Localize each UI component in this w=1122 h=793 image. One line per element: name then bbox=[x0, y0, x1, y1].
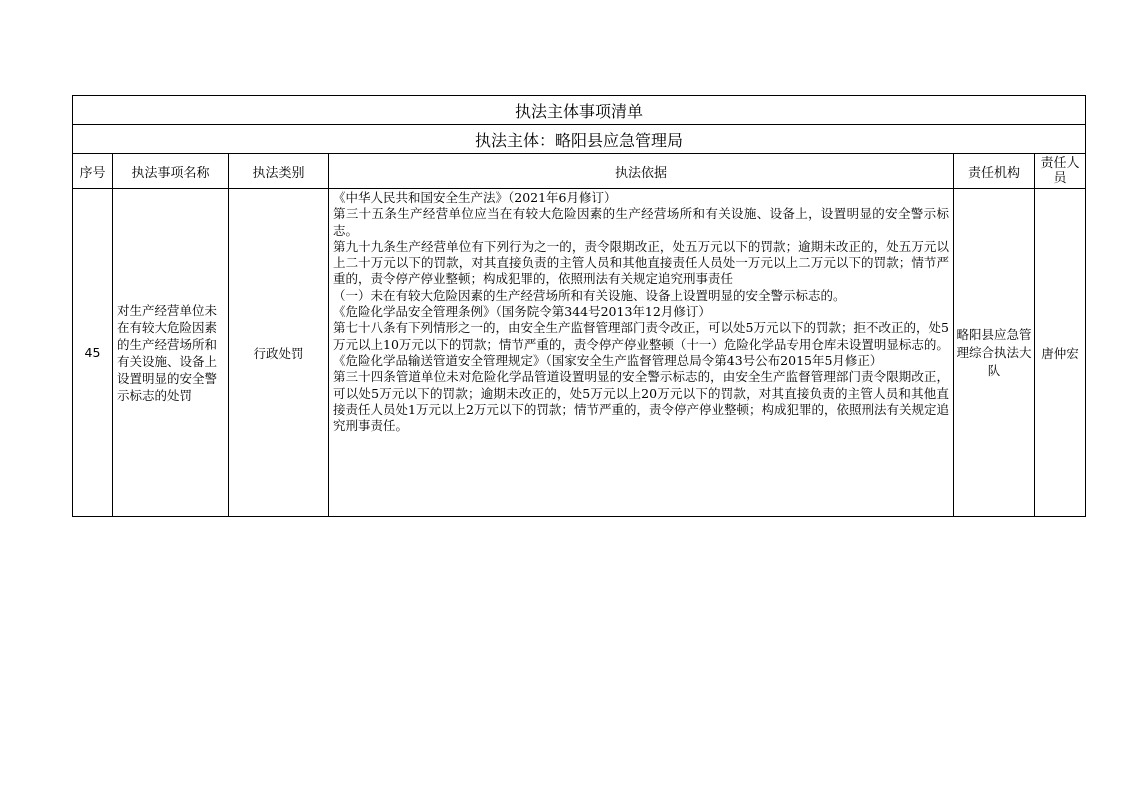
header-category: 执法类别 bbox=[229, 154, 329, 189]
header-basis: 执法依据 bbox=[329, 154, 954, 189]
basis-line: 《危险化学品安全管理条例》（国务院令第344号2013年12月修订） bbox=[333, 304, 711, 320]
basis-line: 第三十五条生产经营单位应当在有较大危险因素的生产经营场所和有关设施、设备上，设置明显的安全警示标志。 bbox=[333, 206, 949, 238]
table-row bbox=[73, 189, 1086, 517]
cell-basis bbox=[329, 189, 954, 517]
header-person: 责任人员 bbox=[1035, 154, 1086, 189]
header-index: 序号 bbox=[73, 154, 113, 189]
basis-line: （一）未在有较大危险因素的生产经营场所和有关设施、设备上设置明显的安全警示标志的。 bbox=[333, 287, 846, 303]
cell-person: 唐仲宏 bbox=[1035, 189, 1086, 517]
basis-line: 第三十四条管道单位未对危险化学品管道设置明显的安全警示标志的，由安全生产监督管理部门责令限期改正，可以处5万元以下的罚款；逾期未改正的，处5万元以上20万元以下的罚款，对其直接负责的主管人员和其他直接责任人员处1万元以上2万元以下的罚款；情节严重的，责令停产停业整顿；构成犯罪的，依照刑法有关规定追究刑事责任。 bbox=[333, 369, 949, 434]
enforcement-items-table bbox=[72, 95, 1086, 517]
table-subtitle: 执法主体：略阳县应急管理局 bbox=[73, 125, 1086, 154]
cell-index: 45 bbox=[73, 189, 113, 517]
header-org: 责任机构 bbox=[954, 154, 1035, 189]
cell-org: 略阳县应急管理综合执法大队 bbox=[954, 189, 1035, 517]
cell-item-name: 对生产经营单位未在有较大危险因素的生产经营场所和有关设施、设备上设置明显的安全警示标志的处罚 bbox=[113, 189, 229, 517]
basis-line: 《危险化学品输送管道安全管理规定》（国家安全生产监督管理总局令第43号公布2015年5月修正） bbox=[333, 352, 883, 368]
cell-category: 行政处罚 bbox=[229, 189, 329, 517]
title-row bbox=[73, 96, 1086, 125]
header-item-name: 执法事项名称 bbox=[113, 154, 229, 189]
basis-line: 《中华人民共和国安全生产法》（2021年6月修订） bbox=[333, 190, 617, 205]
table-title: 执法主体事项清单 bbox=[73, 96, 1086, 125]
subtitle-row bbox=[73, 125, 1086, 154]
basis-line: 第七十八条有下列情形之一的，由安全生产监督管理部门责令改正，可以处5万元以下的罚款；拒不改正的，处5万元以上10万元以下的罚款；情节严重的，责令停产停业整顿（十一）危险化学品专用仓库未设置明显标志的。 bbox=[333, 320, 949, 352]
basis-line: 第九十九条生产经营单位有下列行为之一的，责令限期改正，处五万元以下的罚款；逾期未改正的，处五万元以上二十万元以下的罚款，对其直接负责的主管人员和其他直接责任人员处一万元以上二万元以下的罚款；情节严重的，责令停产停业整顿；构成犯罪的，依照刑法有关规定追究刑事责任 bbox=[333, 238, 949, 287]
header-row bbox=[73, 154, 1086, 189]
